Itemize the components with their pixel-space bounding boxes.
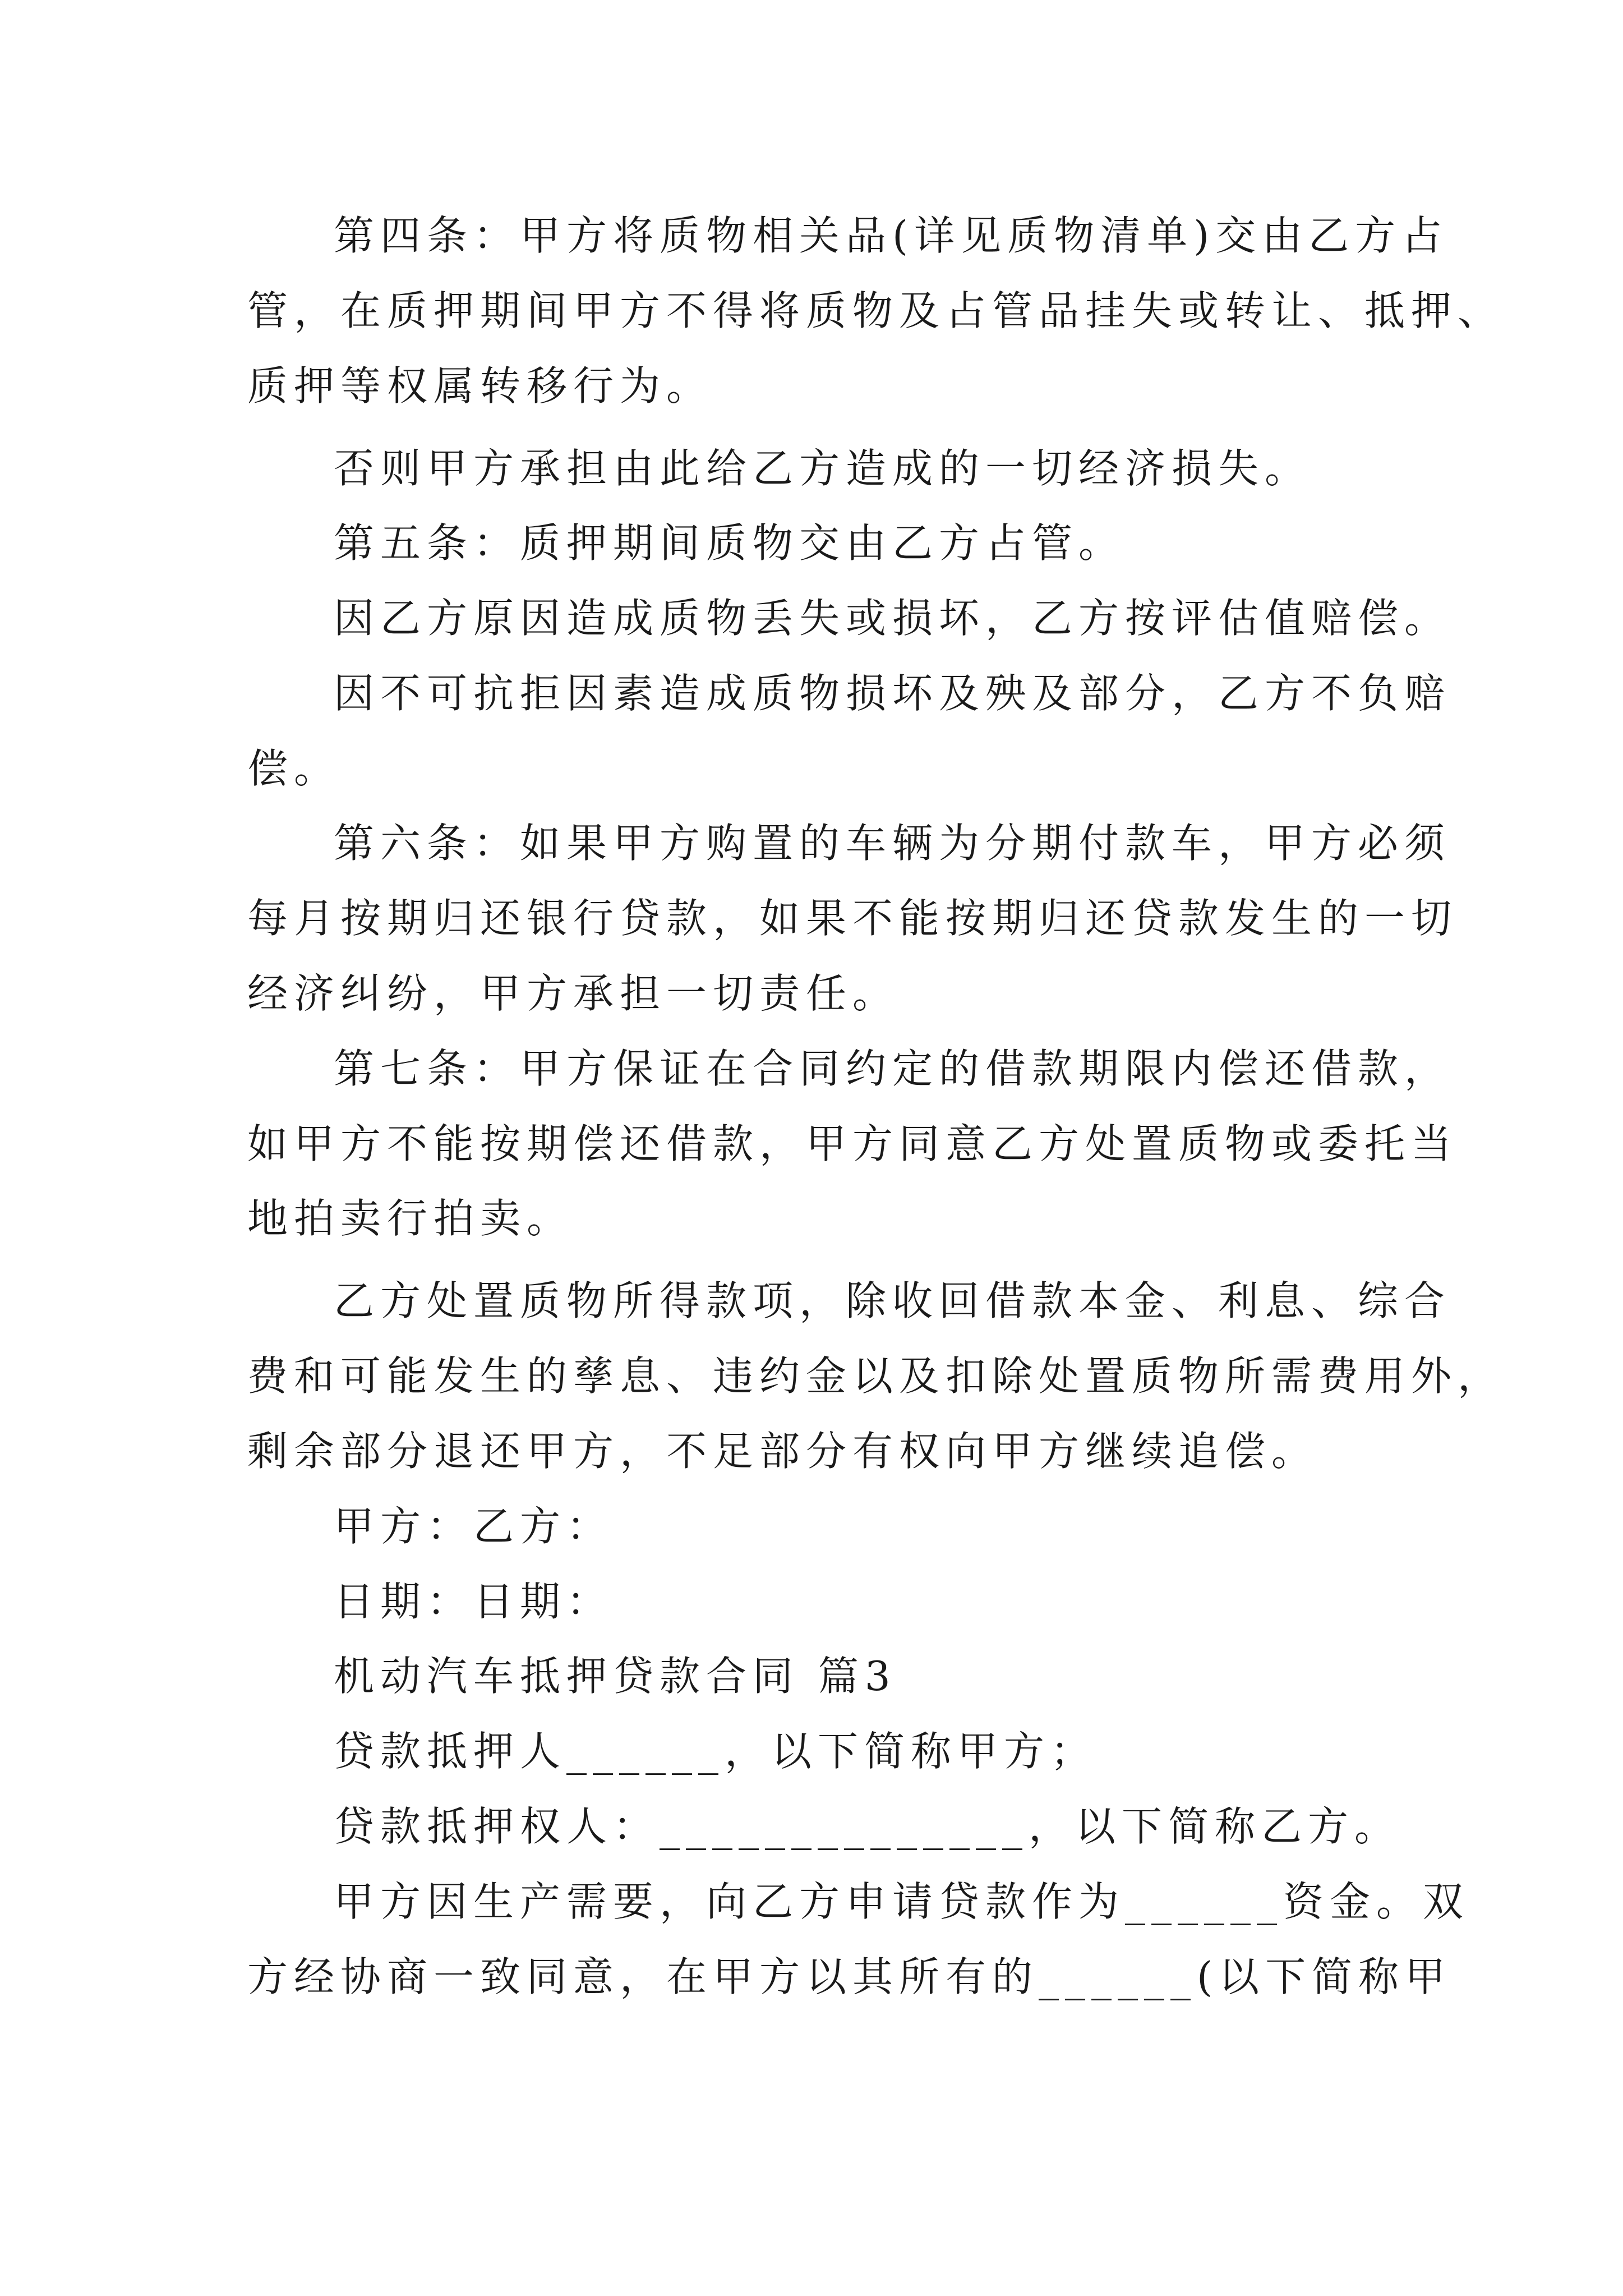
contract-3-title: 机动汽车抵押贷款合同 篇3 bbox=[334, 1653, 897, 1700]
article-4-line-1: 第四条：甲方将质物相关品(详见质物清单)交由乙方占 bbox=[334, 212, 1449, 259]
article-6-line-3: 经济纠纷，甲方承担一切责任。 bbox=[247, 970, 900, 1017]
disposal-clause-line-3: 剩余部分退还甲方，不足部分有权向甲方继续追偿。 bbox=[247, 1428, 1318, 1475]
disposal-clause-line-2: 费和可能发生的孳息、违约金以及扣除处置质物所需费用外， bbox=[247, 1352, 1505, 1400]
article-7-line-2: 如甲方不能按期偿还借款，甲方同意乙方处置质物或委托当 bbox=[247, 1120, 1458, 1167]
loan-purpose-line-1: 甲方因生产需要，向乙方申请贷款作为______资金。双 bbox=[334, 1878, 1470, 1925]
mortgagor-line: 贷款抵押人______，以下简称甲方； bbox=[334, 1728, 1098, 1775]
article-7-line-3: 地拍卖行拍卖。 bbox=[247, 1195, 574, 1242]
article-5-heading: 第五条：质押期间质物交由乙方占管。 bbox=[334, 519, 1126, 567]
article-4-line-2: 管，在质押期间甲方不得将质物及占管品挂失或转让、抵押、 bbox=[247, 287, 1505, 334]
article-4-consequence: 否则甲方承担由此给乙方造成的一切经济损失。 bbox=[334, 445, 1312, 492]
article-5-force-majeure-line-1: 因不可抗拒因素造成质物损坏及殃及部分，乙方不负赔 bbox=[334, 670, 1451, 717]
article-6-line-2: 每月按期归还银行贷款，如果不能按期归还贷款发生的一切 bbox=[247, 895, 1458, 942]
article-7-line-1: 第七条：甲方保证在合同约定的借款期限内偿还借款， bbox=[334, 1045, 1451, 1092]
article-5-force-majeure-line-2: 偿。 bbox=[247, 745, 341, 792]
signature-parties: 甲方：乙方： bbox=[334, 1503, 614, 1550]
loan-purpose-line-2: 方经协商一致同意，在甲方以其所有的______(以下简称甲 bbox=[247, 1953, 1452, 2000]
disposal-clause-line-1: 乙方处置质物所得款项，除收回借款本金、利息、综合 bbox=[334, 1277, 1451, 1324]
signature-dates: 日期：日期： bbox=[334, 1578, 614, 1625]
article-5-loss-clause: 因乙方原因造成质物丢失或损坏，乙方按评估值赔偿。 bbox=[334, 595, 1451, 642]
mortgagee-line: 贷款抵押权人：______________，以下简称乙方。 bbox=[334, 1803, 1401, 1850]
article-6-line-1: 第六条：如果甲方购置的车辆为分期付款车，甲方必须 bbox=[334, 820, 1451, 867]
article-4-line-3: 质押等权属转移行为。 bbox=[247, 362, 713, 409]
